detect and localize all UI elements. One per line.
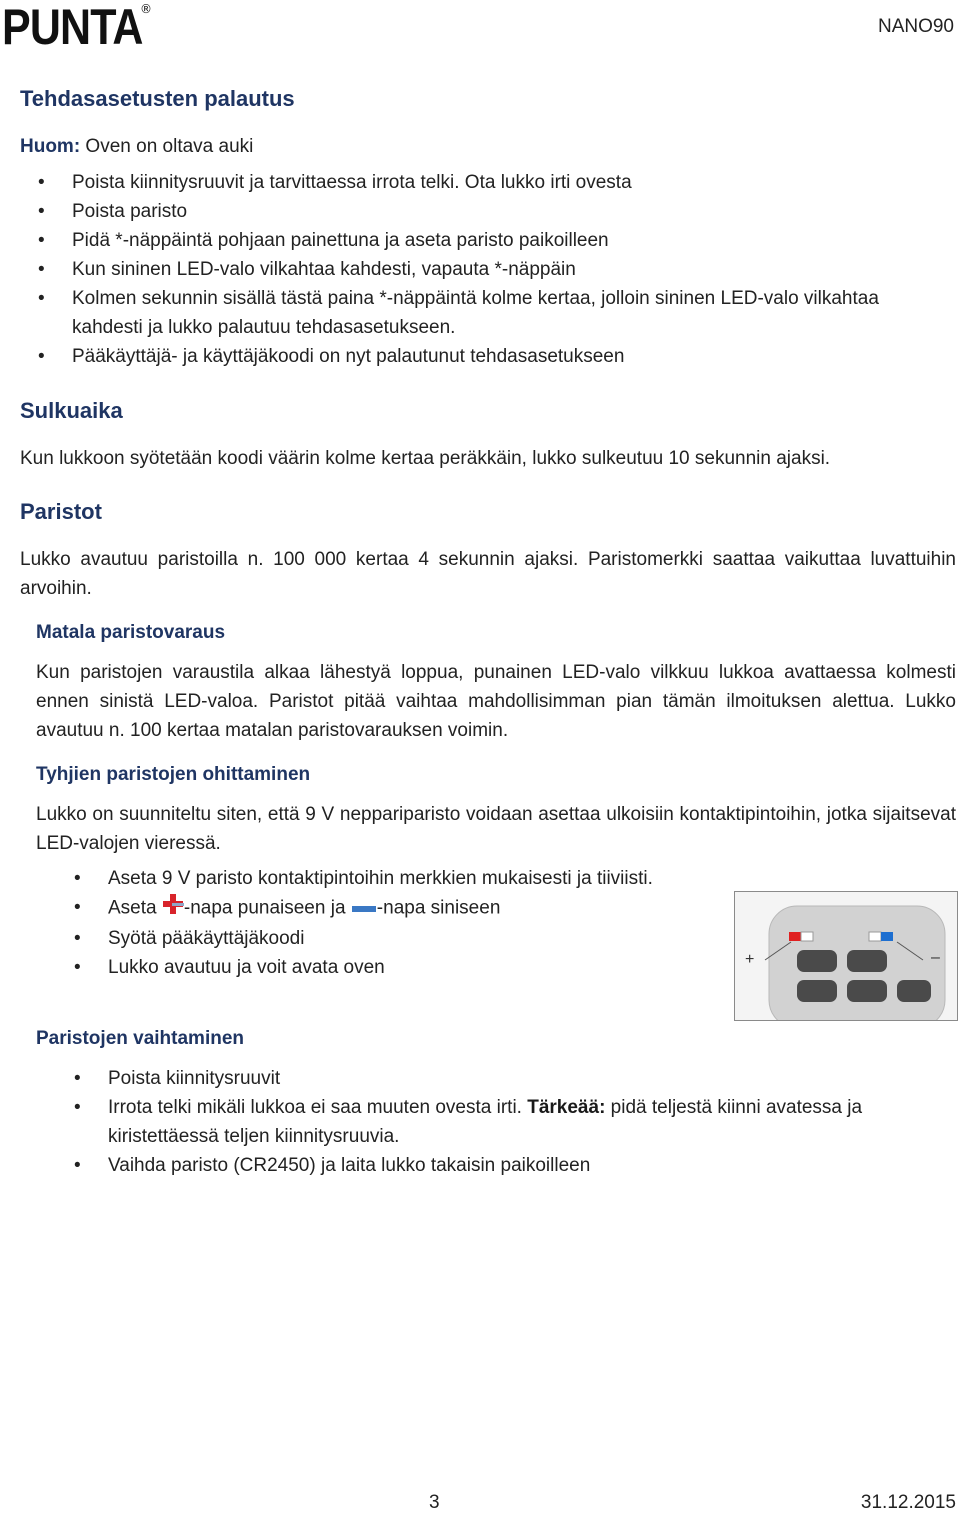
lockout-text: Kun lukkoon syötetään koodi väärin kolme kertaa peräkkäin, lukko sulkeutuu 10 sekunnin ajaksi. <box>20 448 831 469</box>
svg-text:+: + <box>745 951 755 968</box>
bypass-text: Lukko on suunniteltu siten, että 9 V neppariparisto voidaan asettaa ulkoisiin kontaktipintoihin, jotka sijaitsevat LED-valojen vieressä. <box>36 804 956 854</box>
blue-led <box>881 932 893 941</box>
lockout-title: Sulkuaika <box>20 398 123 423</box>
replace-title: Paristojen vaihtaminen <box>36 1028 245 1049</box>
list-item: • Kun sininen LED-valo vilkahtaa kahdesti, vapauta *-näppäin <box>38 259 576 280</box>
low-battery-text: Kun paristojen varaustila alkaa lähestyä loppua, punainen LED-valo vilkkuu lukkoa avattaessa kolmesti ennen sinistä LED-valoa. Paristot pitää vaihtaa mahdollisimman pian tämän ilmoituksen alettua. Lukko avautuu n. 100 kertaa matalan paristovarauksen voimin. <box>36 662 956 741</box>
reset-title: Tehdasasetusten palautus <box>20 86 295 111</box>
batteries-text: Lukko avautuu paristoilla n. 100 000 kertaa 4 sekunnin ajaksi. Paristomerkki saattaa vaikuttaa luvattuihin arvoihin. <box>20 549 956 599</box>
list-item: • Aseta 9 V paristo kontaktipintoihin merkkien mukaisesti ja tiiviisti. <box>74 868 653 889</box>
list-item: • Vaihda paristo (CR2450) ja laita lukko takaisin paikoilleen <box>74 1155 591 1176</box>
list-item: • Syötä pääkäyttäjäkoodi <box>74 928 305 949</box>
list-item: • Poista kiinnitysruuvit <box>74 1068 281 1089</box>
page-number: 3 <box>429 1492 440 1513</box>
minus-pole-icon <box>351 894 377 923</box>
bypass-title: Tyhjien paristojen ohittaminen <box>36 764 311 785</box>
keypad-illustration <box>735 892 957 1020</box>
battery-contact-figure <box>734 891 958 1021</box>
bypass-steps-list <box>74 864 698 982</box>
plus-pole-icon <box>162 893 184 924</box>
note-label: Huom: <box>20 136 81 157</box>
svg-text:–: – <box>931 949 940 966</box>
list-item: • Pidä *-näppäintä pohjaan painettuna ja aseta paristo paikoilleen <box>38 230 609 251</box>
reset-note <box>20 132 253 161</box>
document-date: 31.12.2015 <box>860 1492 956 1513</box>
registered-mark: ® <box>140 2 152 16</box>
note-text: Oven on oltava auki <box>80 136 254 157</box>
reset-steps-list <box>38 168 932 371</box>
red-led <box>789 932 801 941</box>
replace-steps-list <box>74 1064 956 1180</box>
list-item: • Pääkäyttäjä- ja käyttäjäkoodi on nyt palautunut tehdasasetukseen <box>38 346 625 367</box>
batteries-title: Paristot <box>20 499 102 524</box>
punta-logo: PUNTA <box>2 0 143 55</box>
list-item: • Irrota telki mikäli lukkoa ei saa muuten ovesta irti. Tärkeää: pidä teljestä kiinni avatessa ja kiristettäessä teljen kiinnitysruuvia. <box>74 1097 863 1147</box>
list-item: • Kolmen sekunnin sisällä tästä paina *-näppäintä kolme kertaa, jolloin sininen LED-valo vilkahtaa kahdesti ja lukko palautuu tehdasasetukseen. <box>38 288 879 338</box>
list-item: • Poista kiinnitysruuvit ja tarvittaessa irrota telki. Ota lukko irti ovesta <box>38 172 632 193</box>
low-battery-title: Matala paristovaraus <box>36 622 226 643</box>
model-name: NANO90 <box>877 16 954 37</box>
list-item: • Lukko avautuu ja voit avata oven <box>74 957 385 978</box>
list-item: • Poista paristo <box>38 201 188 222</box>
list-item: • Aseta -napa punaiseen ja -napa siniseen <box>108 893 698 924</box>
